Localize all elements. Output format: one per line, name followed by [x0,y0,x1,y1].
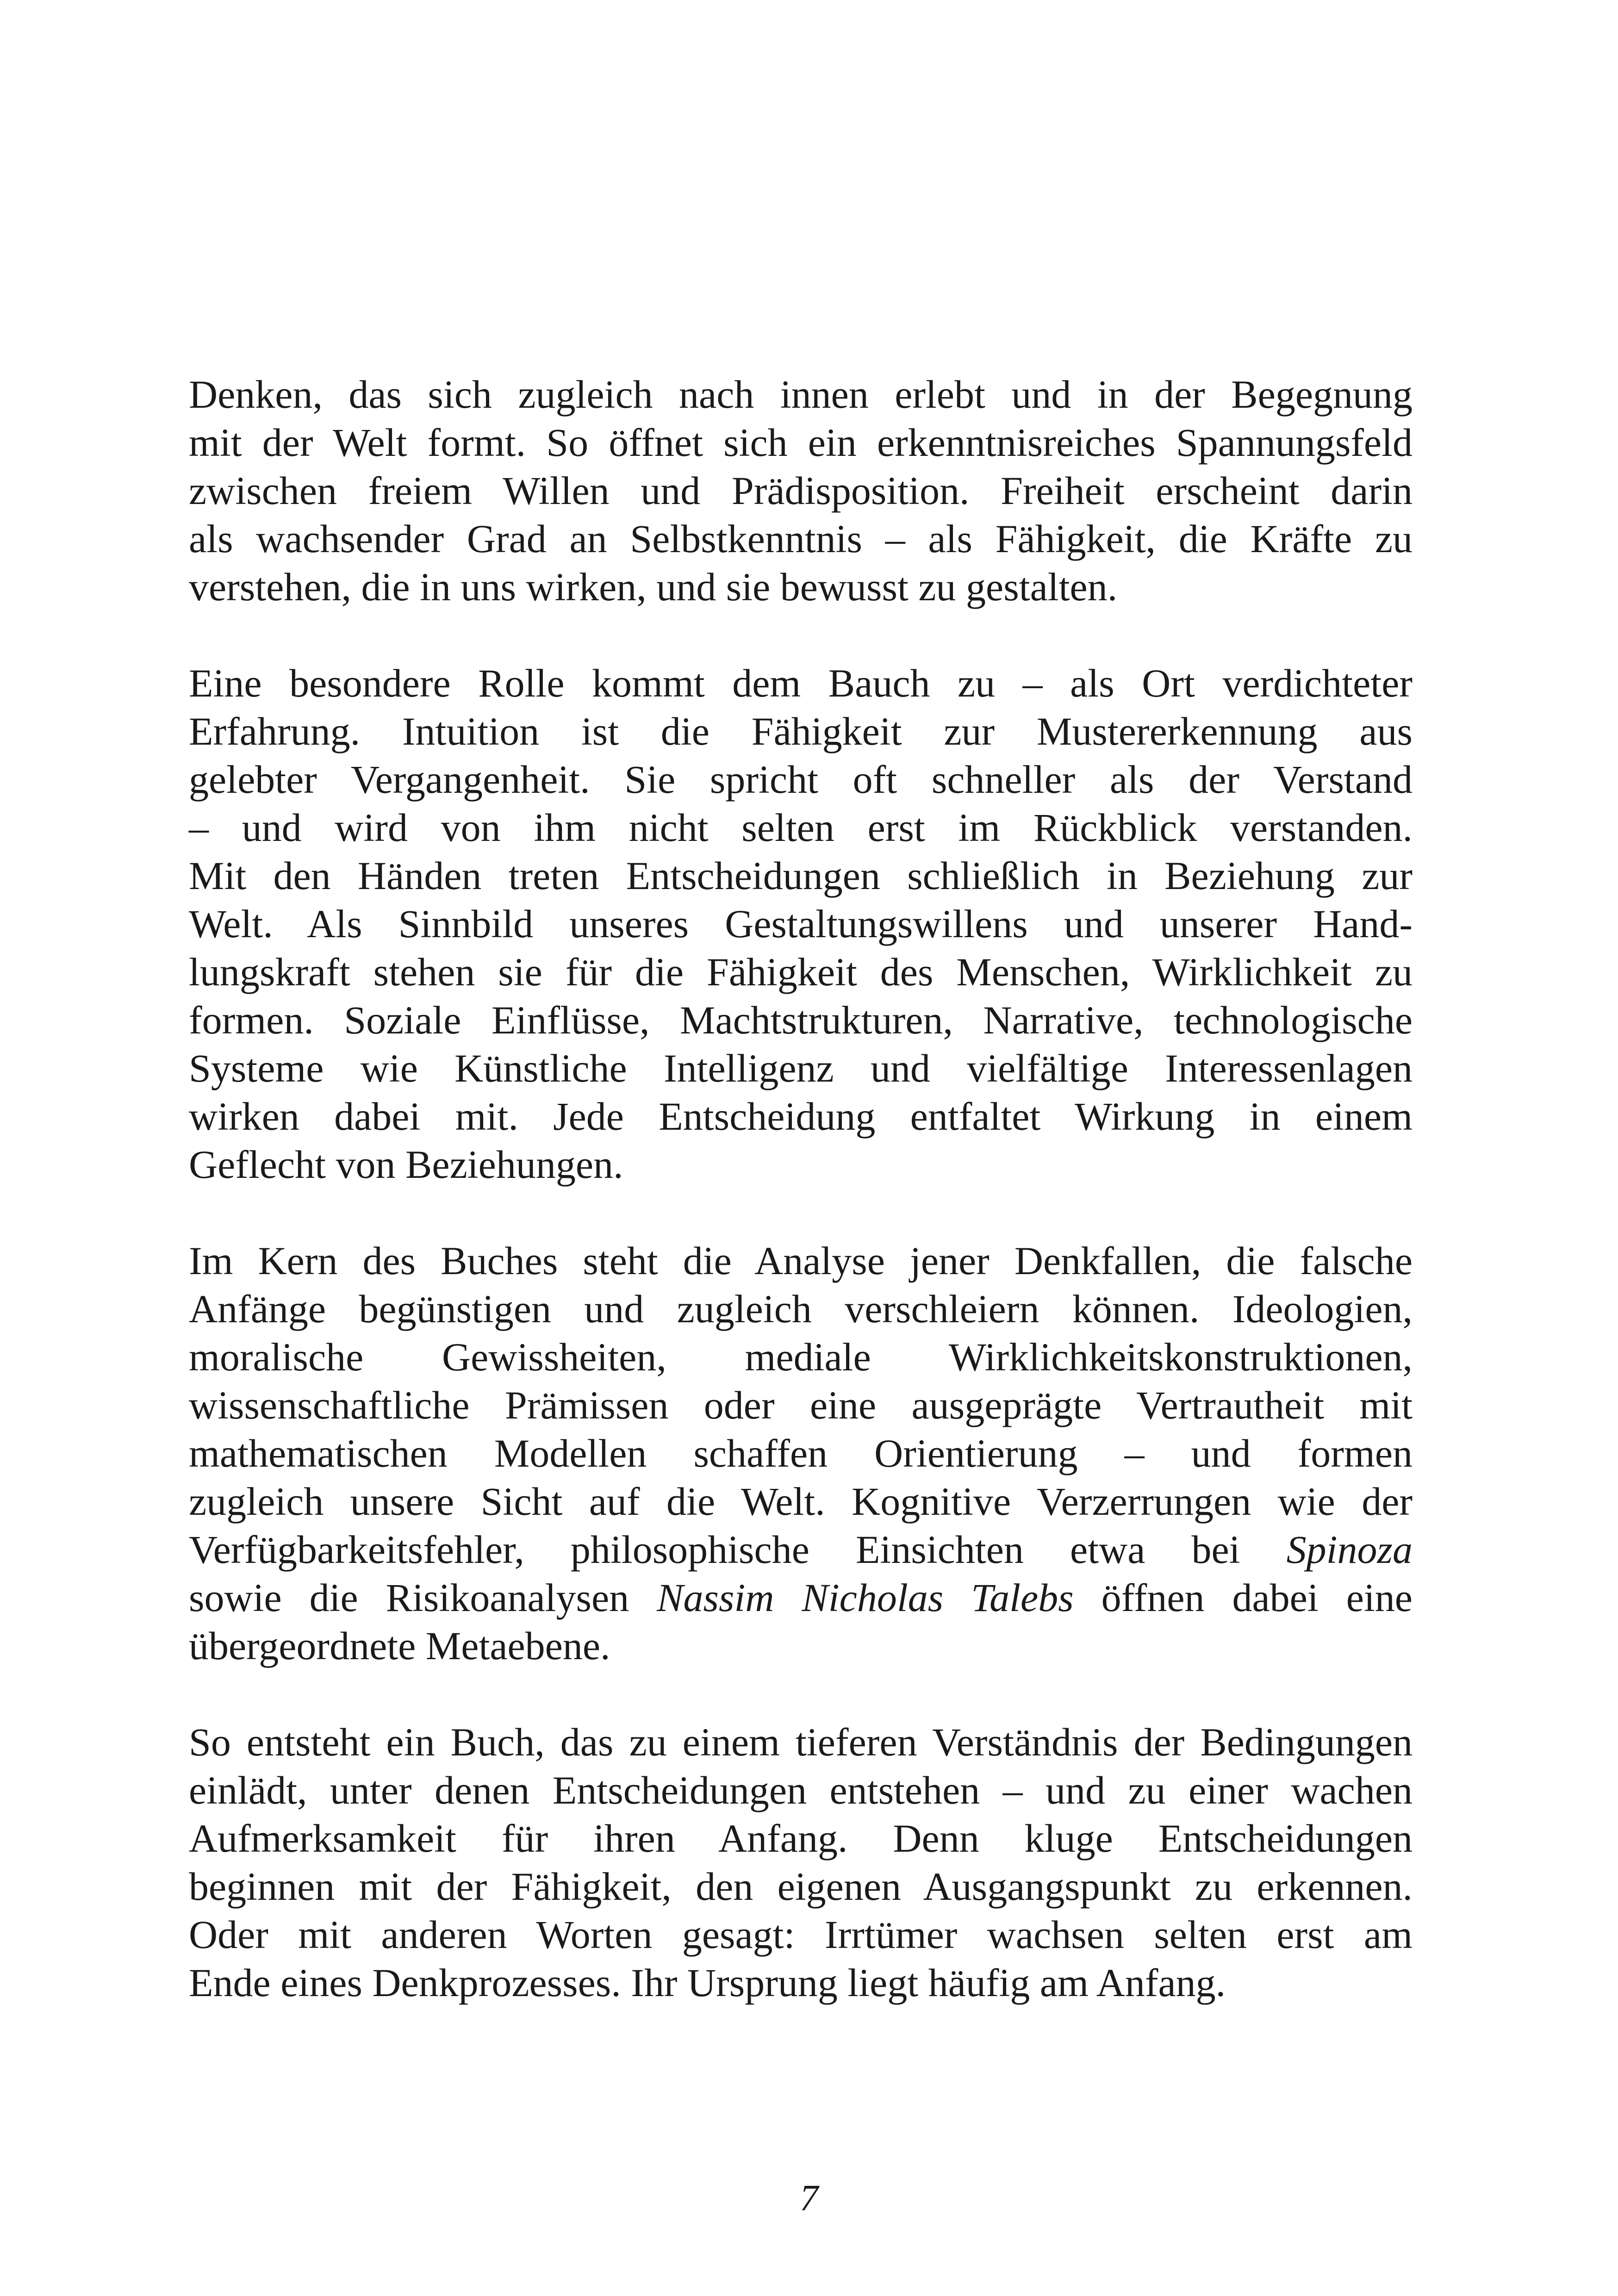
text-line: Erfahrung. Intuition ist die Fähigkeit zur Mustererkennung aus [189,709,1413,753]
text-line: – und wird von ihm nicht selten erst im Rückblick verstanden. [189,805,1413,850]
text-segment: öffnen dabei eine [1073,1575,1413,1620]
text-line: Anfänge begünstigen und zugleich verschleiern können. Ideologien, [189,1287,1413,1331]
text-line: Systeme wie Künstliche Intelligenz und vielfältige Interessenlagen [189,1046,1413,1090]
text-line: als wachsender Grad an Selbstkenntnis – als Fähigkeit, die Kräfte zu [189,516,1413,561]
text-segment: sowie die Risikoanalysen [189,1575,657,1620]
text-line [189,1574,1413,1622]
text-line: Aufmerksamkeit für ihren Anfang. Denn kluge Entscheidungen [189,1816,1413,1860]
text-line: Ende eines Denkprozesses. Ihr Ursprung liegt häufig am Anfang. [189,1960,1226,2005]
text-line [189,1525,1413,1574]
text-segment: Verfügbarkeitsfehler, philosophische Einsichten etwa bei [189,1527,1287,1572]
text-line: Mit den Händen treten Entscheidungen schließlich in Beziehung zur [189,853,1413,898]
text-line: zwischen freiem Willen und Prädisposition. Freiheit erscheint darin [189,468,1413,513]
italic-name: Nassim Nicholas Talebs [657,1575,1074,1620]
text-line: zugleich unsere Sicht auf die Welt. Kognitive Verzerrungen wie der [189,1479,1413,1524]
text-line: Im Kern des Buches steht die Analyse jener Denkfallen, die falsche [189,1238,1413,1283]
text-line: Denken, das sich zugleich nach innen erlebt und in der Begegnung [189,372,1413,417]
text-line: beginnen mit der Fähigkeit, den eigenen Ausgangspunkt zu erkennen. [189,1864,1413,1909]
page-number: 7 [800,2178,818,2219]
text-line: wirken dabei mit. Jede Entscheidung entfaltet Wirkung in einem [189,1094,1413,1139]
text-line: moralische Gewissheiten, mediale Wirklichkeitskonstruktionen, [189,1335,1413,1379]
text-line: Geflecht von Beziehungen. [189,1142,623,1187]
text-line: mathematischen Modellen schaffen Orientierung – und formen [189,1431,1413,1475]
text-line: wissenschaftliche Prämissen oder eine ausgeprägte Vertrautheit mit [189,1383,1413,1427]
italic-name: Spinoza [1286,1527,1413,1572]
paragraph-4 [189,1718,1413,2007]
text-line: übergeordnete Metaebene. [189,1624,610,1668]
text-line: lungskraft stehen sie für die Fähigkeit des Menschen, Wirklichkeit zu [189,950,1413,994]
text-line: mit der Welt formt. So öffnet sich ein erkenntnisreiches Spannungsfeld [189,420,1413,465]
paragraph-3 [189,1237,1413,1670]
text-line: einlädt, unter denen Entscheidungen entstehen – und zu einer wachen [189,1768,1413,1812]
text-line: Eine besondere Rolle kommt dem Bauch zu – als Ort verdichteter [189,661,1413,705]
text-line: Oder mit anderen Worten gesagt: Irrtümer wachsen selten erst am [189,1912,1413,1957]
text-line: verstehen, die in uns wirken, und sie bewusst zu gestalten. [189,565,1118,609]
text-line: formen. Soziale Einflüsse, Machtstrukturen, Narrative, technologische [189,998,1413,1042]
text-line: gelebter Vergangenheit. Sie spricht oft schneller als der Verstand [189,757,1413,802]
paragraph-1 [189,370,1413,611]
paragraph-2 [189,659,1413,1188]
text-line: Welt. Als Sinnbild unseres Gestaltungswillens und unserer Hand- [189,902,1413,946]
text-line: So entsteht ein Buch, das zu einem tieferen Verständnis der Bedingungen [189,1720,1413,1764]
body-text [189,370,1413,2055]
